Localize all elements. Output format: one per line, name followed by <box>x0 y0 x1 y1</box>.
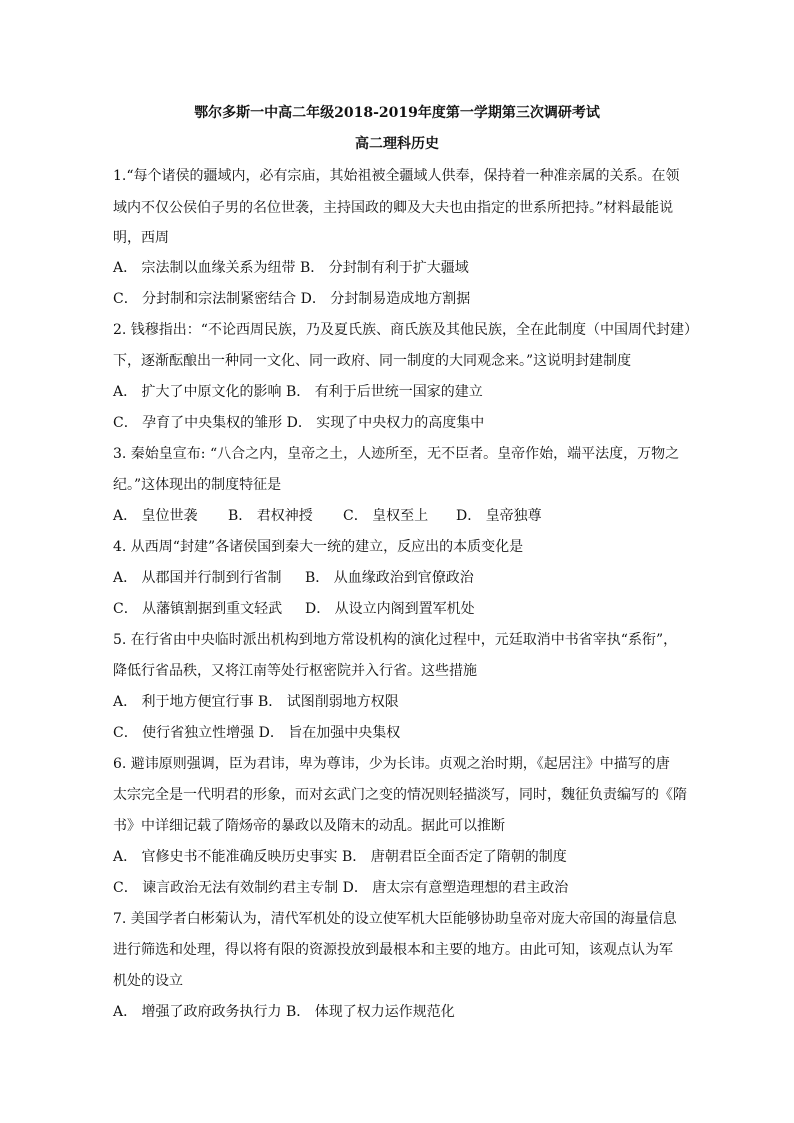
question-5-options-cd: C． 使行省独立性增强 D． 旨在加强中央集权 <box>113 725 401 741</box>
question-6-options-cd: C． 谏言政治无法有效制约君主专制 D． 唐太宗有意塑造理想的君主政治 <box>113 880 569 896</box>
question-1-line-3: 明，西周 <box>113 230 169 246</box>
question-2-options-cd: C． 孕育了中央集权的雏形 D． 实现了中央权力的高度集中 <box>113 415 485 431</box>
question-1-line-1: 1.“每个诸侯的疆域内，必有宗庙，其始祖被全疆域人供奉，保持着一种准亲属的关系。在领 <box>113 168 680 184</box>
question-4-option-c: C． 从藩镇割据到重文轻武 <box>113 601 283 617</box>
question-1-options-cd: C． 分封制和宗法制紧密结合 D． 分封制易造成地方割据 <box>113 291 471 307</box>
question-3-line-2: 纪。”这体现出的制度特征是 <box>113 477 282 493</box>
exam-title: 鄂尔多斯一中高二年级2018-2019年度第一学期第三次调研考试 <box>194 105 600 121</box>
question-3-option-c: C． 皇权至上 <box>343 508 429 524</box>
question-1-options-ab: A． 宗法制以血缘关系为纽带 B． 分封制有利于扩大疆域 <box>113 260 469 276</box>
question-7-line-3: 机处的设立 <box>113 973 183 989</box>
question-6-options-ab: A． 官修史书不能准确反映历史事实 B． 唐朝君臣全面否定了隋朝的制度 <box>113 849 567 865</box>
question-7-options-ab: A． 增强了政府政务执行力 B． 体现了权力运作规范化 <box>113 1004 455 1020</box>
question-4-option-d: D． 从设立内阁到置军机处 <box>305 601 475 617</box>
question-2-line-1: 2. 钱穆指出：“不论西周民族，乃及夏氏族、商氏族及其他民族，全在此制度（中国周代封建） <box>113 322 698 338</box>
exam-subtitle: 高二理科历史 <box>355 136 439 152</box>
question-7-line-1: 7. 美国学者白彬菊认为，清代军机处的设立使军机大臣能够协助皇帝对庞大帝国的海量信息 <box>113 911 677 927</box>
question-6-line-3: 书》中详细记载了隋炀帝的暴政以及隋末的动乱。据此可以推断 <box>113 818 505 834</box>
question-7-line-2: 进行筛选和处理，得以将有限的资源投放到最根本和主要的地方。由此可知，该观点认为军 <box>113 942 673 958</box>
question-5-options-ab: A． 利于地方便宜行事 B． 试图削弱地方权限 <box>113 694 399 710</box>
question-3-option-a: A． 皇位世袭 <box>113 508 198 524</box>
question-3-option-b: B． 君权神授 <box>228 508 313 524</box>
question-2-options-ab: A． 扩大了中原文化的影响 B． 有利于后世统一国家的建立 <box>113 384 483 400</box>
question-3-line-1: 3. 秦始皇宣布: “八合之内，皇帝之土，人迹所至，无不臣者。皇帝作始，端平法度，万物之 <box>113 446 680 462</box>
question-4-option-b: B． 从血缘政治到官僚政治 <box>305 570 474 586</box>
question-4-line-1: 4. 从西周“封建”各诸侯国到秦大一统的建立，反应出的本质变化是 <box>113 539 524 555</box>
question-3-option-d: D． 皇帝独尊 <box>456 508 542 524</box>
question-5-line-1: 5. 在行省由中央临时派出机构到地方常设机构的演化过程中，元廷取消中书省宰执“系衔”， <box>113 632 678 648</box>
question-6-line-2: 太宗完全是一代明君的形象，而对玄武门之变的情况则轻描淡写，同时，魏征负责编写的《隋 <box>113 787 687 803</box>
question-4-option-a: A． 从郡国并行制到行省制 <box>113 570 282 586</box>
question-1-line-2: 域内不仅公侯伯子男的名位世袭，主持国政的卿及大夫也由指定的世系所把持。”材料最能说 <box>113 200 674 216</box>
question-2-line-2: 下，逐渐酝酿出一种同一文化、同一政府、同一制度的大同观念来。”这说明封建制度 <box>113 353 632 369</box>
question-5-line-2: 降低行省品秩，又将江南等处行枢密院并入行省。这些措施 <box>113 663 477 679</box>
question-6-line-1: 6. 避讳原则强调，臣为君讳，卑为尊讳，少为长讳。贞观之治时期，《起居注》中描写的唐 <box>113 756 670 772</box>
